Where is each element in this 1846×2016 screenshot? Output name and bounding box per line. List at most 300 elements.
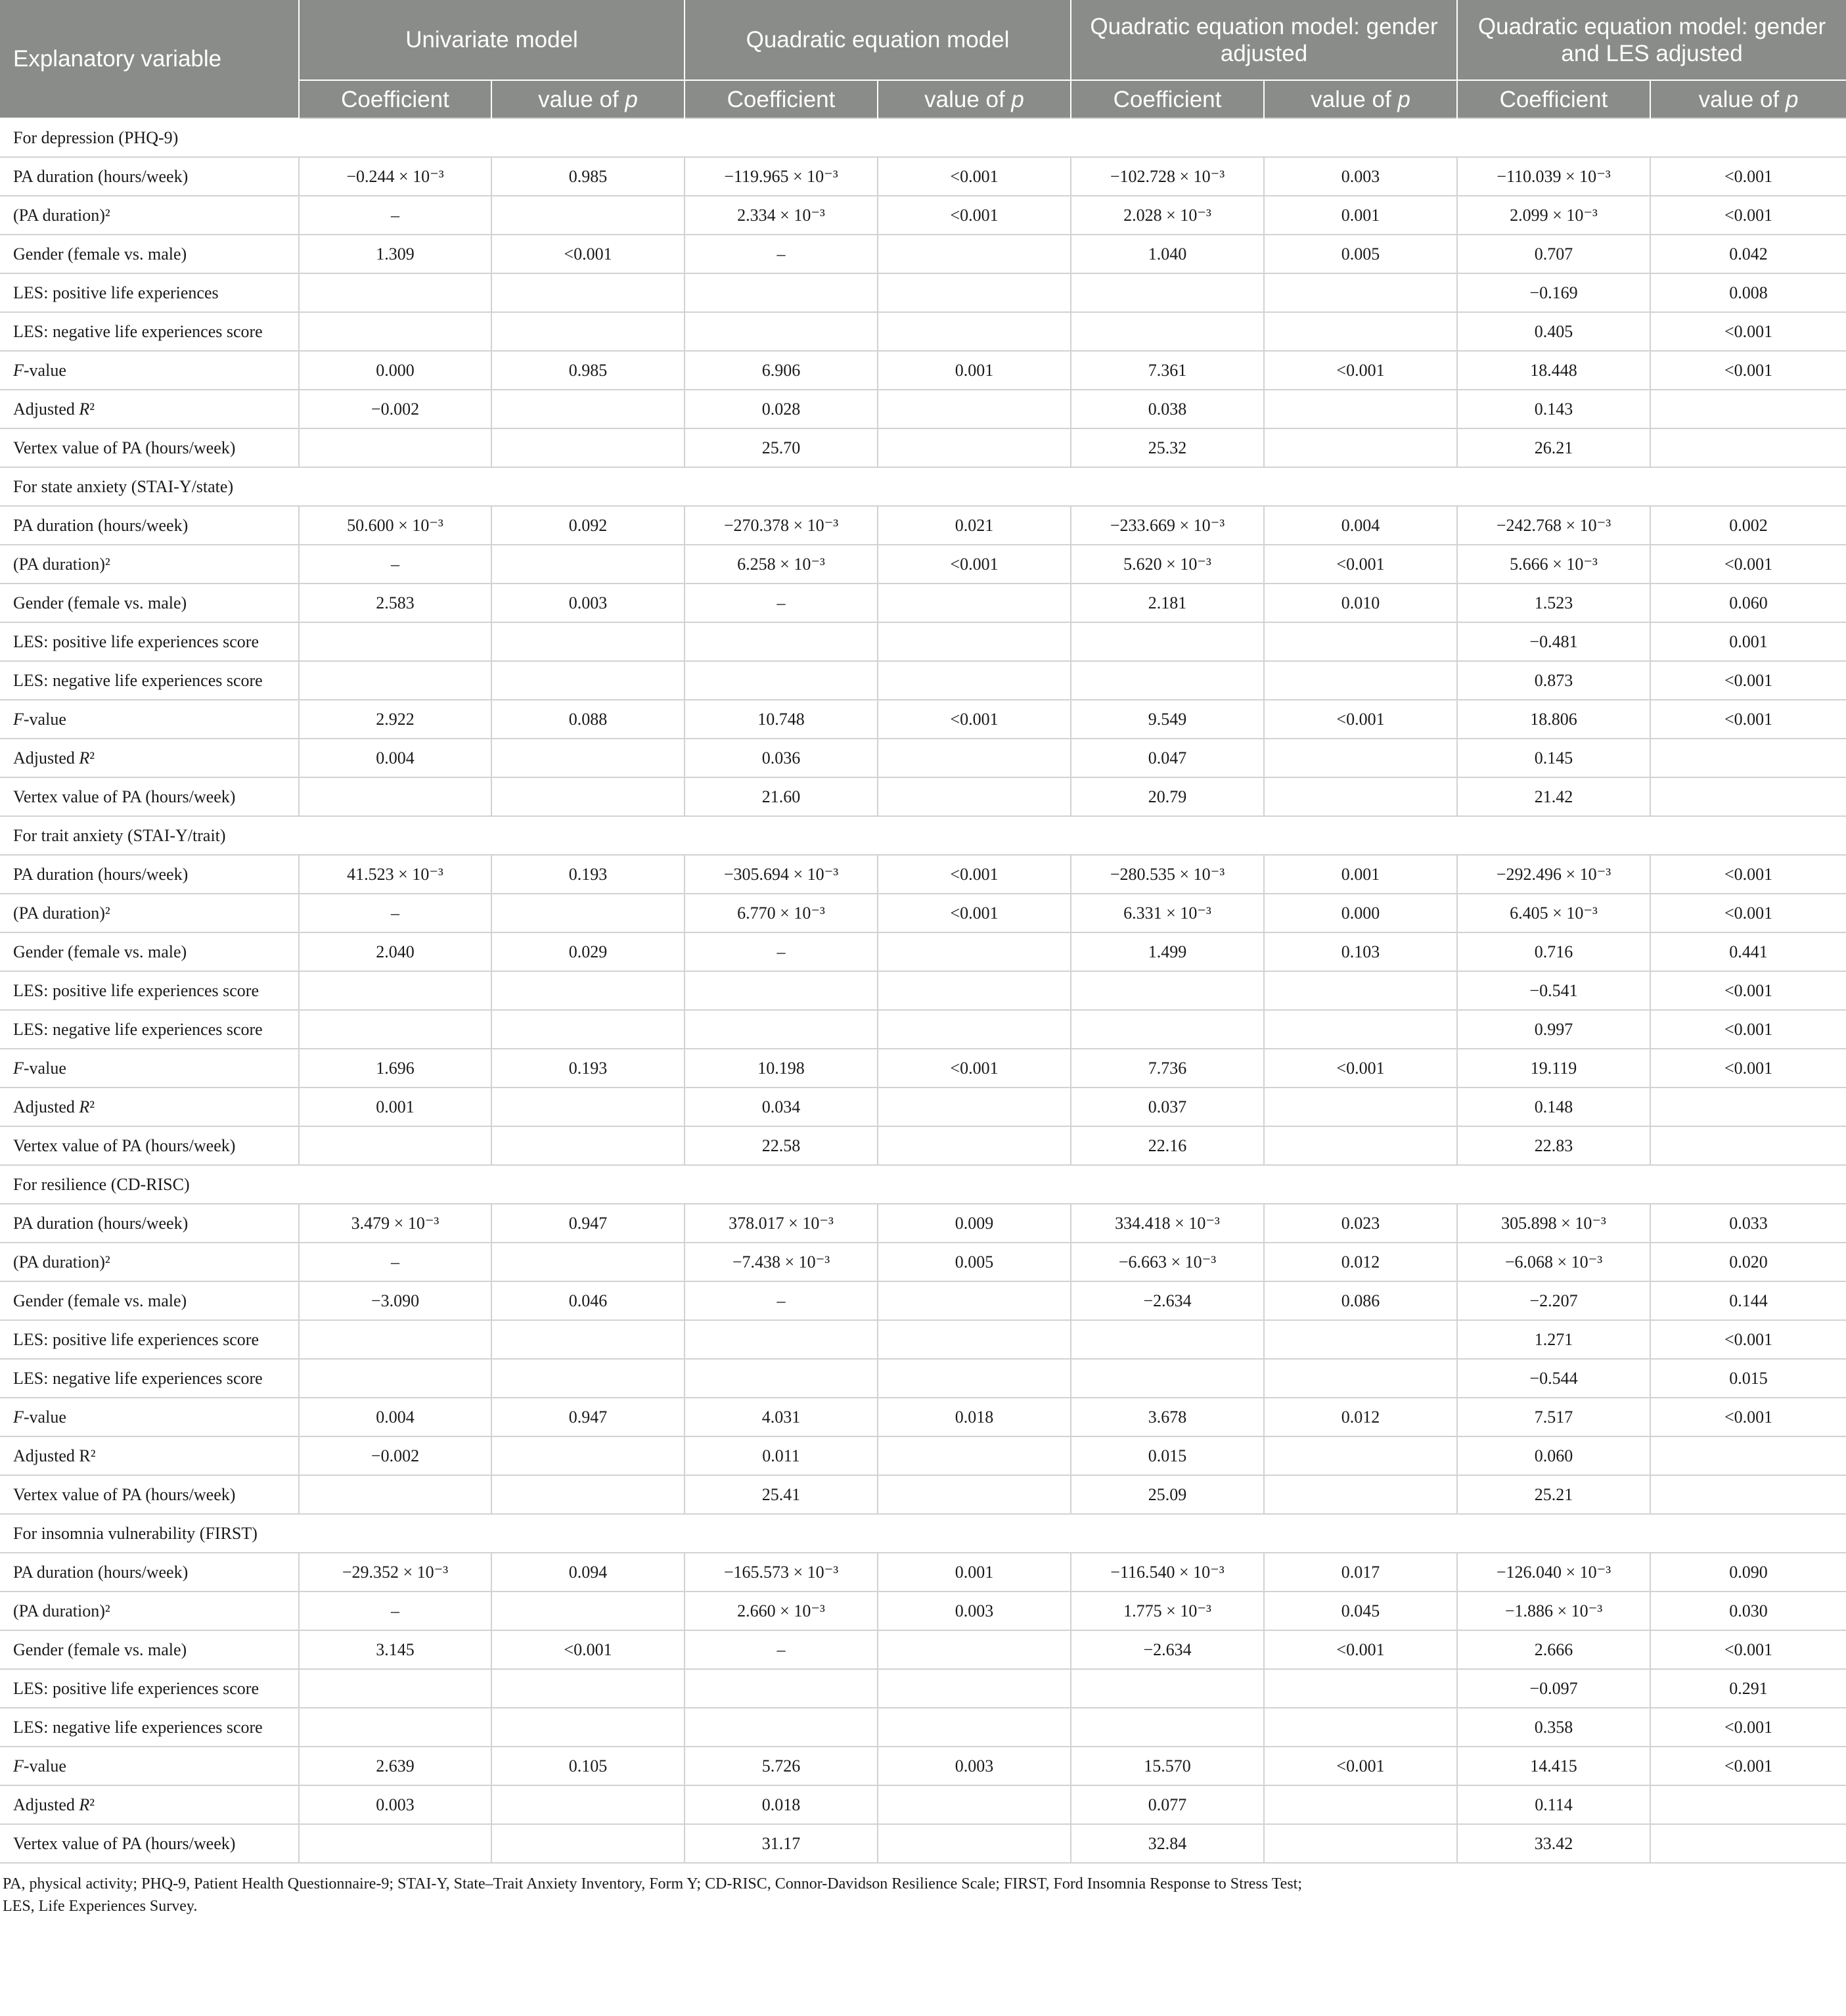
coefficient-cell: 25.32 bbox=[1071, 428, 1264, 467]
p-value-cell bbox=[1264, 1359, 1457, 1398]
coefficient-cell: 5.666 × 10⁻³ bbox=[1457, 545, 1650, 584]
table-row bbox=[0, 545, 1846, 584]
row-label bbox=[0, 1785, 299, 1824]
p-value-cell bbox=[491, 1708, 685, 1747]
p-value-cell bbox=[1264, 312, 1457, 351]
p-value-cell bbox=[1650, 1475, 1846, 1514]
table-row bbox=[0, 1708, 1846, 1747]
p-value-cell bbox=[491, 428, 685, 467]
p-value-cell: <0.001 bbox=[1650, 1320, 1846, 1359]
coefficient-cell: 4.031 bbox=[685, 1398, 878, 1436]
coefficient-cell bbox=[299, 312, 491, 351]
p-value-cell bbox=[878, 428, 1071, 467]
p-value-cell bbox=[1264, 1785, 1457, 1824]
p-value-cell: 0.008 bbox=[1650, 273, 1846, 312]
p-value-cell: 0.021 bbox=[878, 506, 1071, 545]
table-row bbox=[0, 855, 1846, 894]
coefficient-cell: – bbox=[685, 1281, 878, 1320]
coefficient-cell: 7.736 bbox=[1071, 1049, 1264, 1088]
table-row bbox=[0, 1669, 1846, 1708]
coefficient-cell: 305.898 × 10⁻³ bbox=[1457, 1204, 1650, 1243]
coefficient-cell: 0.148 bbox=[1457, 1088, 1650, 1126]
coefficient-cell bbox=[299, 273, 491, 312]
p-value-cell: 0.193 bbox=[491, 1049, 685, 1088]
table-row bbox=[0, 1243, 1846, 1281]
coefficient-cell: −6.068 × 10⁻³ bbox=[1457, 1243, 1650, 1281]
p-value-cell: 0.009 bbox=[878, 1204, 1071, 1243]
p-value-cell bbox=[491, 1824, 685, 1863]
row-label-suffix: -value bbox=[23, 709, 66, 729]
coefficient-cell: 2.922 bbox=[299, 700, 491, 739]
p-value-cell bbox=[1264, 1475, 1457, 1514]
p-value-cell: <0.001 bbox=[1650, 661, 1846, 700]
row-label: Gender (female vs. male) bbox=[0, 584, 299, 622]
row-label-symbol: F bbox=[13, 1407, 24, 1427]
p-value-cell bbox=[878, 1785, 1071, 1824]
p-value-cell: 0.090 bbox=[1650, 1553, 1846, 1592]
p-value-cell bbox=[878, 584, 1071, 622]
row-label: (PA duration)² bbox=[0, 196, 299, 235]
coefficient-cell: −1.886 × 10⁻³ bbox=[1457, 1592, 1650, 1630]
table-row bbox=[0, 196, 1846, 235]
coefficient-cell bbox=[685, 1320, 878, 1359]
p-value-cell: <0.001 bbox=[1650, 312, 1846, 351]
coefficient-cell: 5.726 bbox=[685, 1747, 878, 1785]
p-value-cell bbox=[491, 971, 685, 1010]
coefficient-cell: 6.906 bbox=[685, 351, 878, 390]
row-label-symbol: F bbox=[13, 1058, 24, 1078]
p-value-cell: <0.001 bbox=[878, 157, 1071, 196]
coefficient-cell bbox=[299, 1824, 491, 1863]
row-label: LES: negative life experiences score bbox=[0, 1708, 299, 1747]
coefficient-cell: 2.334 × 10⁻³ bbox=[685, 196, 878, 235]
p-value-cell: 0.003 bbox=[878, 1747, 1071, 1785]
p-value-cell bbox=[878, 1126, 1071, 1165]
p-value-cell: <0.001 bbox=[878, 196, 1071, 235]
table-row bbox=[0, 1553, 1846, 1592]
p-value-cell bbox=[491, 1592, 685, 1630]
table-row bbox=[0, 894, 1846, 932]
coefficient-cell: 1.775 × 10⁻³ bbox=[1071, 1592, 1264, 1630]
coefficient-cell: −233.669 × 10⁻³ bbox=[1071, 506, 1264, 545]
p-value-cell: <0.001 bbox=[1264, 351, 1457, 390]
coefficient-cell: −3.090 bbox=[299, 1281, 491, 1320]
coefficient-cell: −102.728 × 10⁻³ bbox=[1071, 157, 1264, 196]
coefficient-cell bbox=[1071, 1708, 1264, 1747]
p-value-cell: 0.103 bbox=[1264, 932, 1457, 971]
p-value-cell: 0.001 bbox=[1650, 622, 1846, 661]
p-value-cell: 0.144 bbox=[1650, 1281, 1846, 1320]
p-value-cell bbox=[1650, 390, 1846, 428]
table-body bbox=[0, 118, 1846, 1863]
p-value-cell bbox=[1650, 1785, 1846, 1824]
header-explanatory-variable: Explanatory variable bbox=[0, 0, 299, 118]
p-value-cell: 0.004 bbox=[1264, 506, 1457, 545]
coefficient-cell: 2.181 bbox=[1071, 584, 1264, 622]
p-value-cell: <0.001 bbox=[878, 855, 1071, 894]
coefficient-cell bbox=[1071, 1010, 1264, 1049]
table-row bbox=[0, 1436, 1846, 1475]
coefficient-cell: 0.145 bbox=[1457, 739, 1650, 777]
p-value-cell bbox=[491, 273, 685, 312]
row-label-suffix: -value bbox=[23, 1756, 66, 1775]
row-label: Vertex value of PA (hours/week) bbox=[0, 1475, 299, 1514]
row-label: Gender (female vs. male) bbox=[0, 932, 299, 971]
coefficient-cell bbox=[299, 661, 491, 700]
p-value-cell bbox=[1650, 1436, 1846, 1475]
coefficient-cell: 9.549 bbox=[1071, 700, 1264, 739]
p-value-cell bbox=[491, 390, 685, 428]
row-label: Vertex value of PA (hours/week) bbox=[0, 1824, 299, 1863]
coefficient-cell: −7.438 × 10⁻³ bbox=[685, 1243, 878, 1281]
row-label-symbol: R bbox=[79, 1097, 90, 1116]
coefficient-cell: 7.361 bbox=[1071, 351, 1264, 390]
row-label-suffix: ² bbox=[89, 399, 95, 419]
subheader-p-value bbox=[878, 80, 1071, 118]
p-value-cell bbox=[1650, 1126, 1846, 1165]
p-value-cell bbox=[1650, 428, 1846, 467]
coefficient-cell: 0.015 bbox=[1071, 1436, 1264, 1475]
coefficient-cell: 6.770 × 10⁻³ bbox=[685, 894, 878, 932]
p-value-cell: 0.985 bbox=[491, 157, 685, 196]
coefficient-cell: −242.768 × 10⁻³ bbox=[1457, 506, 1650, 545]
p-value-cell bbox=[491, 312, 685, 351]
p-value-cell bbox=[1650, 1824, 1846, 1863]
row-label-prefix: Adjusted bbox=[13, 748, 79, 767]
p-value-cell bbox=[491, 1010, 685, 1049]
coefficient-cell: 2.666 bbox=[1457, 1630, 1650, 1669]
coefficient-cell: 1.523 bbox=[1457, 584, 1650, 622]
coefficient-cell: 19.119 bbox=[1457, 1049, 1650, 1088]
p-value-cell: 0.003 bbox=[1264, 157, 1457, 196]
subheader-coefficient: Coefficient bbox=[685, 80, 878, 118]
coefficient-cell: 0.038 bbox=[1071, 390, 1264, 428]
subheader-p-value-prefix: value of bbox=[1698, 86, 1786, 112]
coefficient-cell: −2.634 bbox=[1071, 1281, 1264, 1320]
coefficient-cell bbox=[685, 1669, 878, 1708]
coefficient-cell: 20.79 bbox=[1071, 777, 1264, 816]
coefficient-cell: −110.039 × 10⁻³ bbox=[1457, 157, 1650, 196]
p-value-cell: <0.001 bbox=[1264, 1630, 1457, 1669]
coefficient-cell: 0.000 bbox=[299, 351, 491, 390]
table-row bbox=[0, 971, 1846, 1010]
coefficient-cell: 0.001 bbox=[299, 1088, 491, 1126]
row-label bbox=[0, 700, 299, 739]
p-value-cell bbox=[1264, 1320, 1457, 1359]
table-row bbox=[0, 312, 1846, 351]
p-value-cell: <0.001 bbox=[1650, 1049, 1846, 1088]
row-label-symbol: F bbox=[13, 1756, 24, 1775]
p-value-cell bbox=[1264, 428, 1457, 467]
p-value-cell: 0.001 bbox=[1264, 855, 1457, 894]
p-value-cell bbox=[1650, 1088, 1846, 1126]
coefficient-cell: 3.479 × 10⁻³ bbox=[299, 1204, 491, 1243]
subheader-coefficient: Coefficient bbox=[299, 80, 491, 118]
row-label bbox=[0, 1747, 299, 1785]
row-label: PA duration (hours/week) bbox=[0, 157, 299, 196]
p-value-cell: <0.001 bbox=[1264, 545, 1457, 584]
p-value-cell: 0.012 bbox=[1264, 1398, 1457, 1436]
p-value-cell: 0.017 bbox=[1264, 1553, 1457, 1592]
coefficient-cell bbox=[1071, 312, 1264, 351]
coefficient-cell: 0.707 bbox=[1457, 235, 1650, 273]
coefficient-cell: 2.028 × 10⁻³ bbox=[1071, 196, 1264, 235]
table-row bbox=[0, 1320, 1846, 1359]
p-value-cell: 0.193 bbox=[491, 855, 685, 894]
table-row bbox=[0, 1592, 1846, 1630]
p-value-cell: 0.105 bbox=[491, 1747, 685, 1785]
coefficient-cell: 26.21 bbox=[1457, 428, 1650, 467]
table-row bbox=[0, 739, 1846, 777]
coefficient-cell: −280.535 × 10⁻³ bbox=[1071, 855, 1264, 894]
coefficient-cell: 10.748 bbox=[685, 700, 878, 739]
row-label: LES: negative life experiences score bbox=[0, 1010, 299, 1049]
coefficient-cell bbox=[1071, 1320, 1264, 1359]
subheader-p-value-prefix: value of bbox=[924, 86, 1012, 112]
header-model-gender-les-adjusted: Quadratic equation model: gender and LES adjusted bbox=[1457, 0, 1846, 80]
table-row bbox=[0, 1049, 1846, 1088]
coefficient-cell: 0.143 bbox=[1457, 390, 1650, 428]
coefficient-cell: 0.004 bbox=[299, 739, 491, 777]
table-row bbox=[0, 351, 1846, 390]
p-value-cell: 0.012 bbox=[1264, 1243, 1457, 1281]
coefficient-cell: 3.145 bbox=[299, 1630, 491, 1669]
subheader-coefficient: Coefficient bbox=[1071, 80, 1264, 118]
row-label: (PA duration)² bbox=[0, 1592, 299, 1630]
p-value-cell bbox=[1264, 1126, 1457, 1165]
p-value-cell bbox=[878, 1475, 1071, 1514]
p-value-cell: 0.060 bbox=[1650, 584, 1846, 622]
coefficient-cell: 1.040 bbox=[1071, 235, 1264, 273]
row-label: (PA duration)² bbox=[0, 1243, 299, 1281]
coefficient-cell: 0.060 bbox=[1457, 1436, 1650, 1475]
p-value-cell: 0.003 bbox=[491, 584, 685, 622]
table-row bbox=[0, 1281, 1846, 1320]
p-value-cell: 0.000 bbox=[1264, 894, 1457, 932]
subheader-p-value-prefix: value of bbox=[538, 86, 625, 112]
coefficient-cell: – bbox=[685, 932, 878, 971]
table-row bbox=[0, 1747, 1846, 1785]
coefficient-cell: 6.331 × 10⁻³ bbox=[1071, 894, 1264, 932]
coefficient-cell: 2.099 × 10⁻³ bbox=[1457, 196, 1650, 235]
coefficient-cell: 22.83 bbox=[1457, 1126, 1650, 1165]
table-row bbox=[0, 157, 1846, 196]
p-value-cell bbox=[491, 1126, 685, 1165]
section-title: For resilience (CD-RISC) bbox=[0, 1165, 1846, 1204]
coefficient-cell: 6.405 × 10⁻³ bbox=[1457, 894, 1650, 932]
coefficient-cell: 10.198 bbox=[685, 1049, 878, 1088]
p-value-cell bbox=[878, 1669, 1071, 1708]
coefficient-cell bbox=[685, 312, 878, 351]
coefficient-cell: 22.16 bbox=[1071, 1126, 1264, 1165]
p-value-cell: 0.947 bbox=[491, 1204, 685, 1243]
coefficient-cell: 0.358 bbox=[1457, 1708, 1650, 1747]
section-row bbox=[0, 1165, 1846, 1204]
p-value-cell: <0.001 bbox=[1650, 351, 1846, 390]
coefficient-cell: 2.583 bbox=[299, 584, 491, 622]
p-value-cell: <0.001 bbox=[1650, 545, 1846, 584]
coefficient-cell: 50.600 × 10⁻³ bbox=[299, 506, 491, 545]
table-row bbox=[0, 932, 1846, 971]
coefficient-cell: −2.207 bbox=[1457, 1281, 1650, 1320]
coefficient-cell bbox=[299, 1708, 491, 1747]
subheader-p-value bbox=[1650, 80, 1846, 118]
p-value-cell: 0.045 bbox=[1264, 1592, 1457, 1630]
coefficient-cell: – bbox=[685, 584, 878, 622]
p-value-cell bbox=[878, 1088, 1071, 1126]
p-value-cell bbox=[491, 739, 685, 777]
p-value-cell bbox=[878, 932, 1071, 971]
row-label: PA duration (hours/week) bbox=[0, 1204, 299, 1243]
table-row bbox=[0, 584, 1846, 622]
p-value-cell bbox=[1650, 739, 1846, 777]
p-value-cell bbox=[491, 1320, 685, 1359]
coefficient-cell bbox=[685, 1010, 878, 1049]
p-value-cell bbox=[491, 661, 685, 700]
row-label: PA duration (hours/week) bbox=[0, 506, 299, 545]
p-value-cell bbox=[878, 1630, 1071, 1669]
p-value-cell bbox=[491, 777, 685, 816]
coefficient-cell bbox=[685, 971, 878, 1010]
p-value-cell bbox=[491, 1088, 685, 1126]
row-label: LES: positive life experiences score bbox=[0, 622, 299, 661]
table-row bbox=[0, 700, 1846, 739]
coefficient-cell bbox=[299, 1669, 491, 1708]
coefficient-cell: −0.002 bbox=[299, 390, 491, 428]
coefficient-cell: −165.573 × 10⁻³ bbox=[685, 1553, 878, 1592]
table-row bbox=[0, 661, 1846, 700]
coefficient-cell bbox=[299, 1359, 491, 1398]
p-value-cell bbox=[878, 1281, 1071, 1320]
coefficient-cell: 7.517 bbox=[1457, 1398, 1650, 1436]
row-label: PA duration (hours/week) bbox=[0, 855, 299, 894]
subheader-p-value-symbol: p bbox=[1785, 86, 1799, 112]
p-value-cell: 0.033 bbox=[1650, 1204, 1846, 1243]
row-label: Gender (female vs. male) bbox=[0, 1630, 299, 1669]
p-value-cell bbox=[1264, 622, 1457, 661]
p-value-cell: 0.020 bbox=[1650, 1243, 1846, 1281]
coefficient-cell: −2.634 bbox=[1071, 1630, 1264, 1669]
p-value-cell bbox=[878, 235, 1071, 273]
p-value-cell bbox=[491, 1785, 685, 1824]
row-label-suffix: ² bbox=[89, 1097, 95, 1116]
table-row bbox=[0, 1088, 1846, 1126]
row-label: Vertex value of PA (hours/week) bbox=[0, 777, 299, 816]
p-value-cell bbox=[491, 1243, 685, 1281]
coefficient-cell: 334.418 × 10⁻³ bbox=[1071, 1204, 1264, 1243]
p-value-cell bbox=[878, 1010, 1071, 1049]
row-label-suffix: ² bbox=[89, 748, 95, 767]
coefficient-cell: 2.660 × 10⁻³ bbox=[685, 1592, 878, 1630]
coefficient-cell: – bbox=[299, 545, 491, 584]
table-row bbox=[0, 428, 1846, 467]
row-label-prefix: Adjusted bbox=[13, 399, 79, 419]
coefficient-cell: 15.570 bbox=[1071, 1747, 1264, 1785]
coefficient-cell bbox=[1071, 661, 1264, 700]
header-model-univariate: Univariate model bbox=[299, 0, 685, 80]
row-label: Gender (female vs. male) bbox=[0, 235, 299, 273]
row-label: Adjusted R² bbox=[0, 1436, 299, 1475]
row-label: LES: positive life experiences bbox=[0, 273, 299, 312]
coefficient-cell: 0.037 bbox=[1071, 1088, 1264, 1126]
coefficient-cell: 1.499 bbox=[1071, 932, 1264, 971]
p-value-cell bbox=[878, 661, 1071, 700]
coefficient-cell: −270.378 × 10⁻³ bbox=[685, 506, 878, 545]
table-row bbox=[0, 1398, 1846, 1436]
coefficient-cell: 2.639 bbox=[299, 1747, 491, 1785]
coefficient-cell bbox=[1071, 622, 1264, 661]
row-label: LES: positive life experiences score bbox=[0, 971, 299, 1010]
row-label: Gender (female vs. male) bbox=[0, 1281, 299, 1320]
table-row bbox=[0, 1630, 1846, 1669]
coefficient-cell: 14.415 bbox=[1457, 1747, 1650, 1785]
coefficient-cell: 0.003 bbox=[299, 1785, 491, 1824]
p-value-cell bbox=[1264, 1436, 1457, 1475]
row-label: Vertex value of PA (hours/week) bbox=[0, 428, 299, 467]
coefficient-cell: 18.806 bbox=[1457, 700, 1650, 739]
coefficient-cell bbox=[299, 971, 491, 1010]
coefficient-cell: 0.997 bbox=[1457, 1010, 1650, 1049]
coefficient-cell: 0.077 bbox=[1071, 1785, 1264, 1824]
section-title: For state anxiety (STAI-Y/state) bbox=[0, 467, 1846, 506]
p-value-cell bbox=[878, 390, 1071, 428]
p-value-cell: 0.088 bbox=[491, 700, 685, 739]
subheader-p-value bbox=[1264, 80, 1457, 118]
coefficient-cell: −6.663 × 10⁻³ bbox=[1071, 1243, 1264, 1281]
p-value-cell: 0.441 bbox=[1650, 932, 1846, 971]
row-label-symbol: F bbox=[13, 709, 24, 729]
p-value-cell bbox=[878, 1824, 1071, 1863]
row-label-symbol: F bbox=[13, 360, 24, 380]
p-value-cell: <0.001 bbox=[1650, 855, 1846, 894]
coefficient-cell: 3.678 bbox=[1071, 1398, 1264, 1436]
coefficient-cell: 31.17 bbox=[685, 1824, 878, 1863]
row-label: (PA duration)² bbox=[0, 545, 299, 584]
p-value-cell: 0.092 bbox=[491, 506, 685, 545]
row-label-suffix: -value bbox=[23, 1407, 66, 1427]
p-value-cell: 0.002 bbox=[1650, 506, 1846, 545]
coefficient-cell: 1.309 bbox=[299, 235, 491, 273]
p-value-cell bbox=[1264, 1824, 1457, 1863]
table-row bbox=[0, 1475, 1846, 1514]
p-value-cell: <0.001 bbox=[1650, 1398, 1846, 1436]
p-value-cell bbox=[491, 1359, 685, 1398]
coefficient-cell bbox=[299, 1010, 491, 1049]
coefficient-cell: 0.114 bbox=[1457, 1785, 1650, 1824]
row-label bbox=[0, 1049, 299, 1088]
coefficient-cell: 22.58 bbox=[685, 1126, 878, 1165]
coefficient-cell: −0.169 bbox=[1457, 273, 1650, 312]
p-value-cell bbox=[491, 1436, 685, 1475]
coefficient-cell: 5.620 × 10⁻³ bbox=[1071, 545, 1264, 584]
p-value-cell bbox=[1264, 777, 1457, 816]
p-value-cell: 0.086 bbox=[1264, 1281, 1457, 1320]
coefficient-cell: 25.21 bbox=[1457, 1475, 1650, 1514]
p-value-cell: <0.001 bbox=[1264, 1747, 1457, 1785]
p-value-cell: <0.001 bbox=[1264, 1049, 1457, 1088]
row-label: Vertex value of PA (hours/week) bbox=[0, 1126, 299, 1165]
p-value-cell bbox=[878, 273, 1071, 312]
p-value-cell bbox=[878, 1708, 1071, 1747]
table-footnote: PA, physical activity; PHQ-9, Patient Health Questionnaire-9; STAI-Y, State–Trait Anxiety Inventory, Form Y; CD-RISC, Connor-Davidson Resilience Scale; FIRST, Ford Insomnia Response to Stress Test; LES, Life Experiences Survey. bbox=[3, 1875, 1303, 1915]
p-value-cell: 0.001 bbox=[878, 351, 1071, 390]
p-value-cell bbox=[878, 1436, 1071, 1475]
p-value-cell bbox=[491, 894, 685, 932]
subheader-p-value-symbol: p bbox=[1011, 86, 1024, 112]
p-value-cell: <0.001 bbox=[1650, 971, 1846, 1010]
p-value-cell: 0.010 bbox=[1264, 584, 1457, 622]
coefficient-cell: −119.965 × 10⁻³ bbox=[685, 157, 878, 196]
